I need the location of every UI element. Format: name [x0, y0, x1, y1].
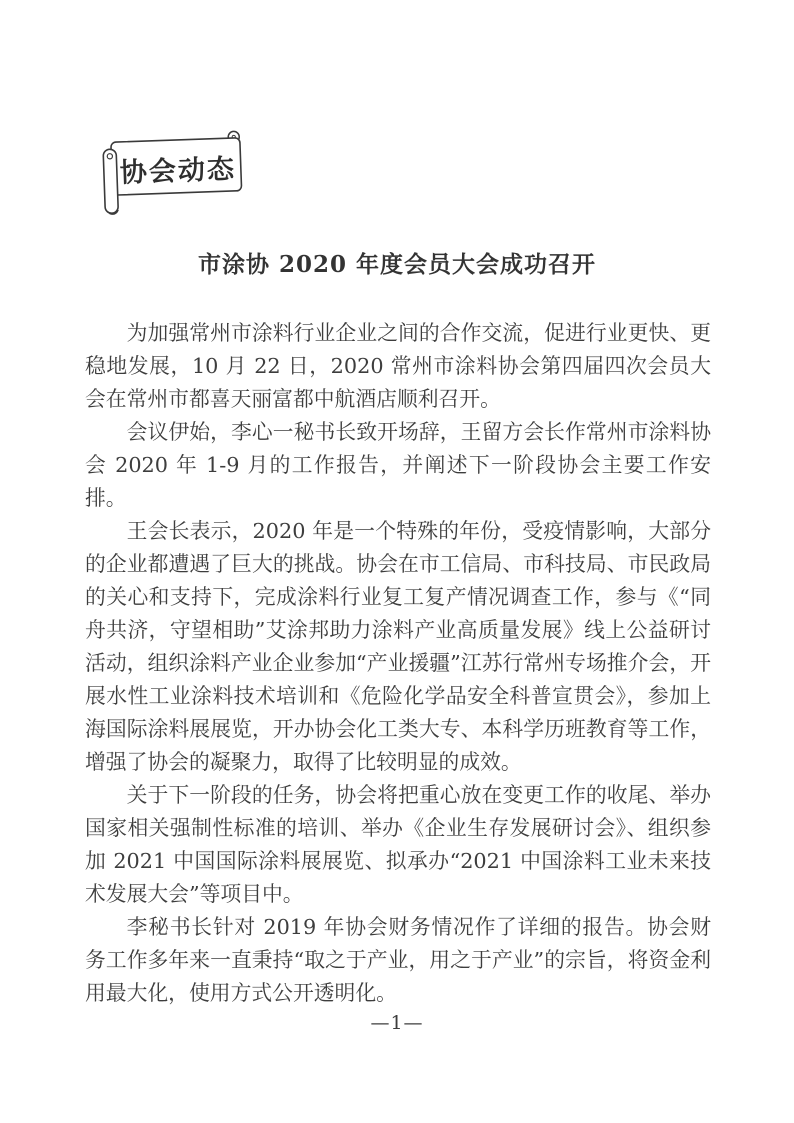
paragraph-5: 李秘书长针对 2019 年协会财务情况作了详细的报告。协会财务工作多年来一直秉持“取之于产业，用之于产业”的宗旨，将资金利用最大化，使用方式公开透明化。	[85, 915, 711, 1005]
article-title: 市涂协 2020 年度会员大会成功召开	[197, 251, 597, 278]
section-banner	[100, 127, 251, 220]
paragraph-2: 会议伊始，李心一秘书长致开场辞，王留方会长作常州市涂料协会 2020 年 1-9 月的工作报告，并阐述下一阶段协会主要工作安排。	[85, 420, 711, 510]
article-body	[85, 317, 711, 1010]
banner-label: 协会动态	[119, 153, 237, 189]
paragraph-3: 王会长表示，2020 年是一个特殊的年份，受疫情影响，大部分的企业都遭遇了巨大的挑战。协会在市工信局、市科技局、市民政局的关心和支持下，完成涂料行业复工复产情况调查工作，参与《“同舟共济，守望相助”艾涂邦助力涂料产业高质量发展》线上公益研讨活动，组织涂料产业企业参加“产业援疆”江苏行常州专场推介会，开展水性工业涂料技术培训和《危险化学品安全科普宣贯会》，参加上海国际涂料展展览，开办协会化工类大专、本科学历班教育等工作，增强了协会的凝聚力，取得了比较明显的成效。	[85, 519, 711, 774]
paragraph-4: 关于下一阶段的任务，协会将把重心放在变更工作的收尾、举办国家相关强制性标准的培训、举办《企业生存发展研讨会》、组织参加 2021 中国国际涂料展展览、拟承办“2021 中国涂料工业未来技术发展大会”等项目中。	[85, 783, 711, 906]
page-number: —1—	[370, 1012, 424, 1034]
paragraph-1: 为加强常州市涂料行业企业之间的合作交流，促进行业更快、更稳地发展，10 月 22 日，2020 常州市涂料协会第四届四次会员大会在常州市都喜天丽富都中航酒店顺利召开。	[85, 321, 711, 411]
